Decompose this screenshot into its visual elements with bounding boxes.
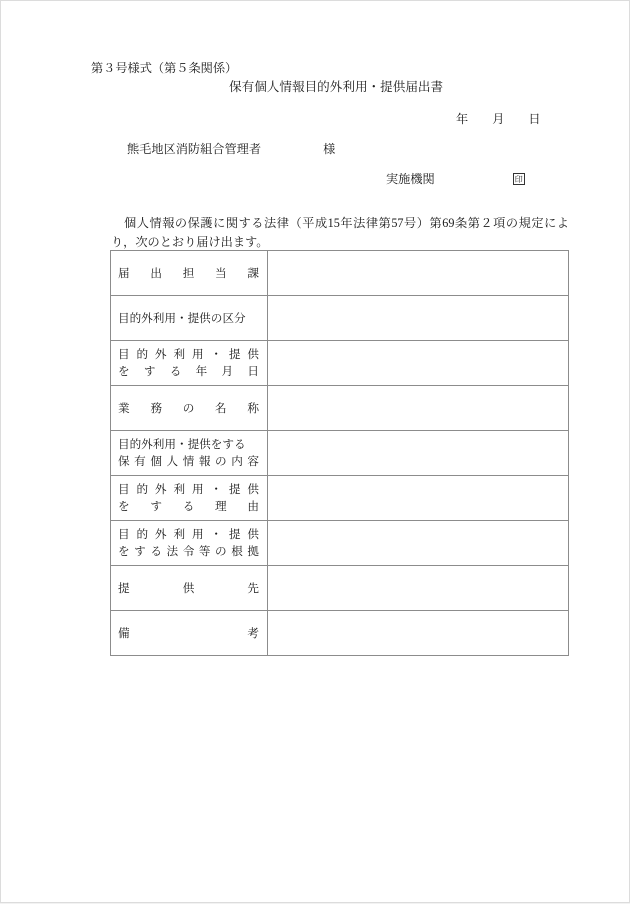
table-row-value-field[interactable] bbox=[268, 296, 569, 341]
label-char: を bbox=[118, 545, 130, 558]
table-row-label bbox=[111, 476, 268, 521]
table-row-label bbox=[111, 251, 268, 296]
seal-mark-icon: 印 bbox=[514, 175, 523, 184]
addressee-line bbox=[127, 141, 335, 158]
label-char: 根 bbox=[231, 545, 243, 558]
label-char: 日 bbox=[247, 365, 259, 378]
application-table-body bbox=[111, 251, 569, 656]
label-char: 備 bbox=[118, 626, 130, 640]
label-char: ・ bbox=[210, 348, 223, 361]
table-row-value-field[interactable] bbox=[268, 431, 569, 476]
table-row-value-field[interactable] bbox=[268, 386, 569, 431]
label-char: す bbox=[143, 365, 156, 378]
table-row bbox=[111, 476, 569, 521]
table-row-value-field[interactable] bbox=[268, 611, 569, 656]
label-char: 外 bbox=[154, 483, 167, 496]
table-row-label bbox=[111, 566, 268, 611]
label-char: を bbox=[118, 500, 130, 513]
label-char: ・ bbox=[210, 483, 223, 496]
label-char: 目 bbox=[118, 483, 130, 496]
table-row-value-field[interactable] bbox=[268, 476, 569, 521]
label-char: 提 bbox=[228, 528, 241, 541]
label-char: 情 bbox=[182, 455, 195, 468]
label-char: 課 bbox=[247, 266, 259, 280]
label-char: 由 bbox=[247, 500, 259, 513]
label-char: 外 bbox=[154, 348, 167, 361]
label-char: 用 bbox=[191, 348, 204, 361]
label-char: 考 bbox=[247, 626, 259, 640]
label-char: 用 bbox=[191, 483, 204, 496]
table-row bbox=[111, 431, 569, 476]
table-row-label bbox=[111, 341, 268, 386]
label-char: 供 bbox=[247, 348, 259, 361]
label-char: る bbox=[169, 365, 182, 378]
label-char: 的 bbox=[136, 348, 149, 361]
label-char: 供 bbox=[247, 483, 259, 496]
label-char: 報 bbox=[198, 455, 211, 468]
form-number: 第３号様式（第５条関係） bbox=[91, 61, 238, 75]
issuing-organ-line bbox=[386, 171, 525, 188]
label-char: 等 bbox=[198, 545, 211, 558]
label-char: 理 bbox=[215, 500, 227, 513]
table-row bbox=[111, 521, 569, 566]
addressee-name: 熊毛地区消防組合管理者 bbox=[127, 142, 262, 156]
table-row bbox=[111, 251, 569, 296]
table-row bbox=[111, 611, 569, 656]
label-char: 先 bbox=[247, 581, 259, 595]
label-char: の bbox=[215, 455, 227, 468]
table-row-value-field[interactable] bbox=[268, 341, 569, 386]
label-char: 年 bbox=[195, 365, 208, 378]
date-day-label: 日 bbox=[528, 112, 541, 126]
page-title: 保有個人情報目的外利用・提供届出書 bbox=[229, 80, 444, 94]
date-line bbox=[456, 111, 541, 128]
label-char: 利 bbox=[173, 483, 186, 496]
label-char: 拠 bbox=[247, 545, 259, 558]
label-char: 供 bbox=[247, 528, 259, 541]
label-char: 月 bbox=[221, 365, 234, 378]
table-row-label bbox=[111, 611, 268, 656]
intro-paragraph: 個人情報の保護に関する法律（平成15年法律第57号）第69条第２項の規定により，次のとおり届け出ます。 bbox=[111, 216, 569, 249]
table-row bbox=[111, 566, 569, 611]
label-char: 内 bbox=[231, 455, 243, 468]
label-char: の bbox=[215, 545, 227, 558]
table-row-label bbox=[111, 386, 268, 431]
label-char: 的 bbox=[136, 528, 149, 541]
label-char: ・ bbox=[210, 528, 223, 541]
label-char: 利 bbox=[173, 348, 186, 361]
label-char: 務 bbox=[150, 401, 162, 415]
label-char: 利 bbox=[173, 528, 186, 541]
label-char: 担 bbox=[182, 266, 195, 280]
label-char: 届 bbox=[118, 266, 130, 280]
label-char: 提 bbox=[228, 348, 241, 361]
label-char: 容 bbox=[247, 455, 259, 468]
table-row bbox=[111, 341, 569, 386]
table-row bbox=[111, 296, 569, 341]
label-char: 業 bbox=[118, 401, 130, 415]
label-char: 外 bbox=[154, 528, 167, 541]
label-char: 有 bbox=[134, 455, 146, 468]
addressee-honorific: 様 bbox=[323, 142, 336, 156]
table-row-value-field[interactable] bbox=[268, 251, 569, 296]
label-char: 令 bbox=[182, 545, 195, 558]
label-char: 当 bbox=[215, 266, 227, 280]
document-body bbox=[1, 1, 630, 904]
application-table bbox=[110, 250, 569, 656]
label-char: る bbox=[182, 500, 195, 513]
label-char: す bbox=[134, 545, 146, 558]
label-char: 目 bbox=[118, 528, 130, 541]
label-char: 法 bbox=[166, 545, 179, 558]
table-row-label: 目的外利用・提供をする 保 有 個 人 情 報 の 内 容 bbox=[111, 431, 268, 476]
label-char: を bbox=[118, 365, 130, 378]
issuing-organ-label: 実施機関 bbox=[386, 172, 435, 186]
label-char: 目 bbox=[118, 348, 130, 361]
label-char: 用 bbox=[191, 528, 204, 541]
date-year-label: 年 bbox=[456, 112, 469, 126]
table-row-value-field[interactable] bbox=[268, 521, 569, 566]
table-row-label: 目的外利用・提供の区分 bbox=[111, 296, 268, 341]
label-char: 供 bbox=[182, 581, 195, 595]
label-char: 保 bbox=[118, 455, 130, 468]
label-char: 出 bbox=[150, 266, 162, 280]
label-char: る bbox=[150, 545, 162, 558]
label-char: 名 bbox=[215, 401, 227, 415]
table-row-label bbox=[111, 521, 268, 566]
label-char: 的 bbox=[136, 483, 149, 496]
label-char: 提 bbox=[118, 581, 130, 595]
table-row bbox=[111, 386, 569, 431]
label-char: す bbox=[150, 500, 162, 513]
label-char: 個 bbox=[150, 455, 162, 468]
date-month-label: 月 bbox=[492, 112, 505, 126]
label-char: の bbox=[182, 401, 195, 415]
table-row-value-field[interactable] bbox=[268, 566, 569, 611]
label-char: 人 bbox=[166, 455, 179, 468]
label-char: 提 bbox=[228, 483, 241, 496]
label-char: 称 bbox=[247, 401, 259, 415]
